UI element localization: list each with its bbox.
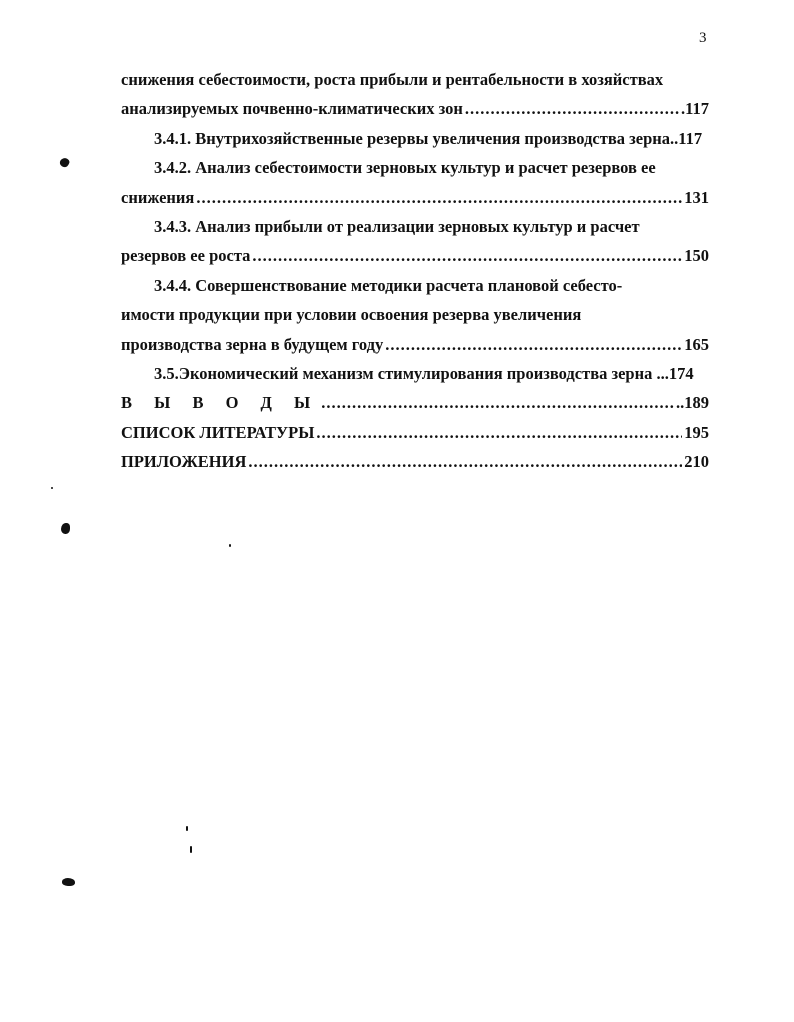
toc-line [121,389,709,418]
toc-section-3-4-4-line3: производства зерна в будущем году [121,334,384,354]
toc-line [121,242,709,271]
toc-section-3-4-1: 3.4.1. Внутрихозяйственные резервы увеличения производства зерна..117 [154,128,703,148]
toc-line [121,331,709,360]
scan-speck [190,846,192,853]
toc-section-3-4-2-page: 131 [684,187,709,207]
toc-section-3-4-3-line2: резервов ее роста [121,246,251,266]
toc-line [121,125,709,154]
toc-line [121,272,709,301]
toc-section-3-4-4-line1: 3.4.4. Совершенствование методики расчета плановой себесто- [154,275,623,295]
dot-leader [321,389,674,417]
toc-line [121,66,709,95]
toc-line [121,184,709,213]
toc-conclusions-page: ..189 [676,393,709,413]
toc-line [121,154,709,183]
dot-leader [385,331,682,359]
punch-mark [61,523,70,534]
toc-section-3-4-3-line1: 3.4.3. Анализ прибыли от реализации зерновых культур и расчет [154,216,640,236]
toc-line [121,448,709,477]
punch-mark [58,156,70,168]
dot-leader [248,448,682,476]
toc-references-page: 195 [684,422,709,442]
table-of-contents [121,66,709,477]
scan-speck [51,487,53,489]
toc-intro-line2: анализируемых почвенно-климатических зон [121,99,463,119]
toc-line [121,95,709,124]
scan-speck [229,544,231,547]
toc-intro-page: .117 [681,99,709,119]
toc-section-3-4-3-page: 150 [684,246,709,266]
toc-references: СПИСОК ЛИТЕРАТУРЫ [121,422,315,442]
toc-section-3-5: 3.5.Экономический механизм стимулирования производства зерна ...174 [154,363,694,383]
scan-speck [186,826,188,831]
dot-leader [316,419,682,447]
toc-conclusions: В Ы В О Д Ы [121,393,320,413]
toc-appendices-page: 210 [684,452,709,472]
punch-mark [62,878,75,886]
toc-line [121,419,709,448]
toc-section-3-4-4-line2: имости продукции при условии освоения резерва увеличения [121,305,582,325]
dot-leader [252,242,682,270]
toc-section-3-4-4-page: 165 [684,334,709,354]
toc-intro-line1: снижения себестоимости, роста прибыли и рентабельности в хозяйствах [121,70,664,89]
toc-line [121,301,709,330]
dot-leader [465,95,679,123]
toc-section-3-4-2-line2: снижения [121,187,195,207]
page-number: 3 [699,30,707,46]
toc-appendices: ПРИЛОЖЕНИЯ [121,452,247,472]
toc-section-3-4-2-line1: 3.4.2. Анализ себестоимости зерновых культур и расчет резервов ее [154,158,656,178]
toc-line [121,360,709,389]
dot-leader [196,184,682,212]
toc-line [121,213,709,242]
